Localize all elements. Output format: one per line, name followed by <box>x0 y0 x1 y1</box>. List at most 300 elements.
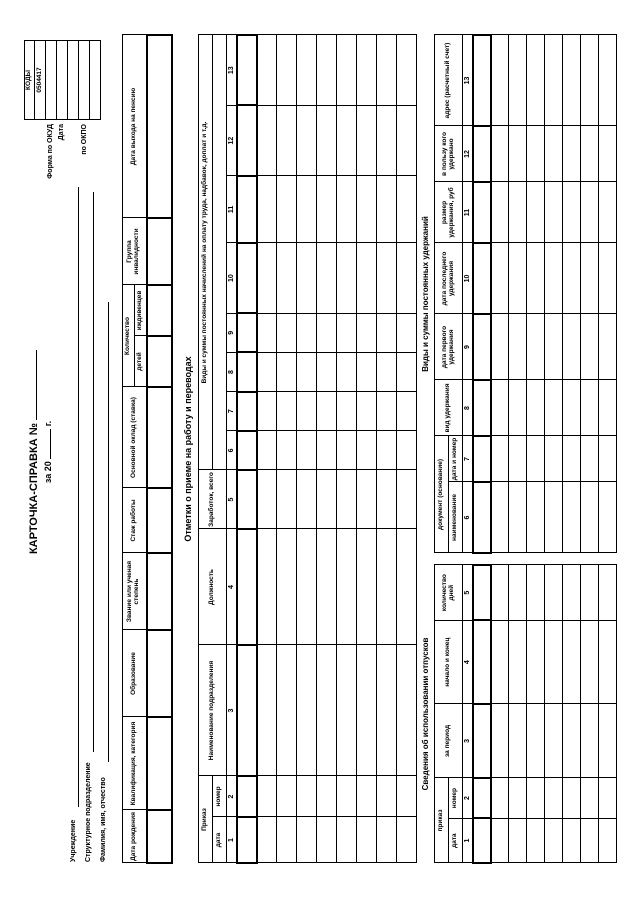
deductions-data-cell[interactable] <box>473 35 491 126</box>
code-cell-5[interactable] <box>79 41 90 120</box>
vacations-data-cell[interactable] <box>563 620 581 704</box>
transfers-data-cell[interactable] <box>277 352 297 391</box>
deductions-data-cell[interactable] <box>491 126 509 182</box>
transfers-data-cell[interactable] <box>237 817 257 863</box>
transfers-data-cell[interactable] <box>257 176 277 243</box>
vacations-data-cell[interactable] <box>473 565 491 620</box>
deductions-data-cell[interactable] <box>563 380 581 436</box>
deductions-data-cell[interactable] <box>581 380 599 436</box>
transfers-data-cell[interactable] <box>357 817 377 863</box>
deductions-data-cell[interactable] <box>527 182 545 243</box>
institution-line[interactable] <box>78 187 79 807</box>
deductions-data-cell[interactable] <box>509 314 527 380</box>
year-blank[interactable] <box>50 429 51 459</box>
transfers-data-cell[interactable] <box>317 470 337 529</box>
transfers-data-cell[interactable] <box>377 352 397 391</box>
transfers-data-cell[interactable] <box>377 431 397 470</box>
vacations-data-cell[interactable] <box>599 704 617 778</box>
deductions-data-cell[interactable] <box>545 35 563 126</box>
vacations-data-cell[interactable] <box>491 778 509 818</box>
transfers-data-cell[interactable] <box>257 243 277 313</box>
header-children: детей <box>135 336 147 387</box>
deductions-data-cell[interactable] <box>473 243 491 314</box>
deductions-data-cell[interactable] <box>563 35 581 126</box>
cell-experience[interactable] <box>147 488 172 553</box>
transfers-data-cell[interactable] <box>297 243 317 313</box>
deductions-header-type: вид удержания <box>435 380 463 436</box>
deductions-data-cell[interactable] <box>545 314 563 380</box>
transfers-data-cell[interactable] <box>357 105 377 175</box>
vacations-data-cell[interactable] <box>545 704 563 778</box>
vacations-data-cell[interactable] <box>473 778 491 818</box>
transfers-data-cell[interactable] <box>377 817 397 863</box>
transfers-data-cell[interactable] <box>257 352 277 391</box>
transfers-data-cell[interactable] <box>357 243 377 313</box>
transfers-data-cell[interactable] <box>317 352 337 391</box>
deductions-data-cell[interactable] <box>581 482 599 553</box>
deductions-data-cell[interactable] <box>527 314 545 380</box>
header-birth-date: Дата рождения <box>123 810 147 863</box>
deductions-data-cell[interactable] <box>563 314 581 380</box>
vacations-data-cell[interactable] <box>599 818 617 863</box>
transfers-data-cell[interactable] <box>357 431 377 470</box>
vacations-data-row <box>527 565 545 863</box>
transfers-data-cell[interactable] <box>297 105 317 175</box>
transfers-header-position: Должность <box>199 529 227 645</box>
transfers-data-cell[interactable] <box>237 313 257 352</box>
deductions-data-cell[interactable] <box>473 182 491 243</box>
cell-base-salary[interactable] <box>147 387 172 488</box>
deductions-data-cell[interactable] <box>509 380 527 436</box>
transfers-data-cell[interactable] <box>257 529 277 645</box>
column-number: 13 <box>463 35 473 126</box>
deductions-data-cell[interactable] <box>599 126 617 182</box>
transfers-data-cell[interactable] <box>317 645 337 776</box>
transfers-data-row <box>357 35 377 863</box>
transfers-data-cell[interactable] <box>317 313 337 352</box>
vacations-data-cell[interactable] <box>545 620 563 704</box>
transfers-data-row <box>317 35 337 863</box>
transfers-data-cell[interactable] <box>237 776 257 817</box>
transfers-data-cell[interactable] <box>257 392 277 431</box>
transfers-data-cell[interactable] <box>337 470 357 529</box>
transfers-data-cell[interactable] <box>397 243 417 313</box>
deductions-data-cell[interactable] <box>599 436 617 482</box>
deductions-data-cell[interactable] <box>473 482 491 553</box>
transfers-data-row <box>277 35 297 863</box>
transfers-data-cell[interactable] <box>297 176 317 243</box>
transfers-data-cell[interactable] <box>297 431 317 470</box>
vacations-data-cell[interactable] <box>545 818 563 863</box>
transfers-data-cell[interactable] <box>357 176 377 243</box>
deductions-data-cell[interactable] <box>491 380 509 436</box>
transfers-data-cell[interactable] <box>317 431 337 470</box>
transfers-table <box>198 34 417 864</box>
column-number: 13 <box>227 35 237 105</box>
transfers-data-cell[interactable] <box>377 645 397 776</box>
transfers-data-cell[interactable] <box>337 645 357 776</box>
deductions-data-cell[interactable] <box>599 482 617 553</box>
column-number: 1 <box>463 818 473 863</box>
transfers-data-cell[interactable] <box>377 243 397 313</box>
transfers-data-cell[interactable] <box>237 352 257 391</box>
transfers-data-cell[interactable] <box>357 392 377 431</box>
transfers-data-cell[interactable] <box>317 776 337 817</box>
deductions-data-row <box>491 35 509 553</box>
column-number: 8 <box>227 352 237 391</box>
deductions-data-cell[interactable] <box>491 314 509 380</box>
transfers-data-cell[interactable] <box>397 176 417 243</box>
deductions-data-cell[interactable] <box>545 380 563 436</box>
deductions-data-cell[interactable] <box>563 482 581 553</box>
transfers-data-cell[interactable] <box>337 352 357 391</box>
department-label: Структурное подразделение <box>85 762 92 862</box>
transfers-data-cell[interactable] <box>257 431 277 470</box>
vacations-data-cell[interactable] <box>563 565 581 620</box>
transfers-data-cell[interactable] <box>317 529 337 645</box>
transfers-data-cell[interactable] <box>237 105 257 175</box>
transfers-data-cell[interactable] <box>277 243 297 313</box>
vacations-data-cell[interactable] <box>491 818 509 863</box>
cell-children[interactable] <box>147 336 172 387</box>
code-cell-3[interactable] <box>57 41 68 120</box>
transfers-data-cell[interactable] <box>277 35 297 105</box>
transfers-data-cell[interactable] <box>297 529 317 645</box>
transfers-data-cell[interactable] <box>297 352 317 391</box>
vacations-data-cell[interactable] <box>491 620 509 704</box>
vacations-data-row <box>563 565 581 863</box>
vacations-data-cell[interactable] <box>581 704 599 778</box>
cell-dependents[interactable] <box>147 285 172 336</box>
deductions-data-cell[interactable] <box>527 35 545 126</box>
vacations-data-cell[interactable] <box>509 818 527 863</box>
column-number: 9 <box>227 313 237 352</box>
transfers-data-cell[interactable] <box>397 352 417 391</box>
transfers-data-cell[interactable] <box>297 35 317 105</box>
deductions-data-cell[interactable] <box>509 126 527 182</box>
transfers-data-cell[interactable] <box>377 470 397 529</box>
transfers-data-cell[interactable] <box>257 105 277 175</box>
transfers-data-cell[interactable] <box>237 529 257 645</box>
transfers-data-cell[interactable] <box>397 817 417 863</box>
transfers-data-cell[interactable] <box>357 470 377 529</box>
cell-pension-date[interactable] <box>147 35 172 218</box>
deductions-data-cell[interactable] <box>599 243 617 314</box>
rotated-form-sheet <box>20 12 620 892</box>
transfers-data-cell[interactable] <box>377 176 397 243</box>
deductions-data-cell[interactable] <box>509 436 527 482</box>
deductions-data-cell[interactable] <box>527 380 545 436</box>
transfers-data-cell[interactable] <box>237 431 257 470</box>
vacations-data-row <box>491 565 509 863</box>
transfers-data-cell[interactable] <box>297 392 317 431</box>
transfers-data-cell[interactable] <box>277 392 297 431</box>
column-number: 12 <box>463 126 473 182</box>
transfers-data-cell[interactable] <box>277 176 297 243</box>
transfers-data-cell[interactable] <box>317 817 337 863</box>
deductions-data-cell[interactable] <box>581 314 599 380</box>
column-number: 7 <box>227 392 237 431</box>
transfers-data-cell[interactable] <box>257 817 277 863</box>
transfers-data-cell[interactable] <box>277 431 297 470</box>
deductions-data-cell[interactable] <box>581 436 599 482</box>
deductions-data-cell[interactable] <box>545 482 563 553</box>
vacations-data-cell[interactable] <box>527 704 545 778</box>
title-text: КАРТОЧКА-СПРАВКА № <box>28 423 40 555</box>
deductions-data-cell[interactable] <box>509 482 527 553</box>
header-experience: Стаж работы <box>123 488 147 553</box>
cell-disability[interactable] <box>147 218 172 285</box>
transfers-data-cell[interactable] <box>357 776 377 817</box>
transfers-data-cell[interactable] <box>337 776 357 817</box>
transfers-data-row <box>337 35 357 863</box>
vacations-data-cell[interactable] <box>509 620 527 704</box>
deductions-data-cell[interactable] <box>581 126 599 182</box>
header-disability: Группа инвалидности <box>123 218 147 285</box>
transfers-data-cell[interactable] <box>237 176 257 243</box>
transfers-data-cell[interactable] <box>397 35 417 105</box>
transfers-data-cell[interactable] <box>237 392 257 431</box>
transfers-data-cell[interactable] <box>237 35 257 105</box>
deductions-data-cell[interactable] <box>527 436 545 482</box>
transfers-data-cell[interactable] <box>357 35 377 105</box>
vacations-data-cell[interactable] <box>581 778 599 818</box>
transfers-data-cell[interactable] <box>357 352 377 391</box>
header-dependents: иждивенцев <box>135 285 147 336</box>
transfers-data-cell[interactable] <box>377 105 397 175</box>
code-cell-6[interactable] <box>90 41 101 120</box>
deductions-data-row <box>563 35 581 553</box>
deductions-data-cell[interactable] <box>563 436 581 482</box>
vacations-table <box>434 564 617 864</box>
deductions-title: Виды и суммы постоянных удержаний <box>421 216 430 372</box>
transfers-number-row <box>227 35 237 863</box>
deductions-data-cell[interactable] <box>527 243 545 314</box>
transfers-data-cell[interactable] <box>277 529 297 645</box>
transfers-data-cell[interactable] <box>257 35 277 105</box>
deductions-data-cell[interactable] <box>545 436 563 482</box>
cell-birth-date[interactable] <box>147 810 172 863</box>
transfers-data-cell[interactable] <box>377 529 397 645</box>
column-number: 6 <box>463 482 473 553</box>
transfers-data-cell[interactable] <box>377 392 397 431</box>
transfers-data-cell[interactable] <box>337 431 357 470</box>
vacations-data-cell[interactable] <box>527 620 545 704</box>
vacations-header-order: приказ <box>435 778 449 863</box>
deductions-header-address: адрес (расчетный счет) <box>435 35 463 126</box>
transfers-data-cell[interactable] <box>397 470 417 529</box>
deductions-data-cell[interactable] <box>491 182 509 243</box>
transfers-data-cell[interactable] <box>357 313 377 352</box>
transfers-data-cell[interactable] <box>277 105 297 175</box>
vacations-data-cell[interactable] <box>581 818 599 863</box>
vacations-data-cell[interactable] <box>491 565 509 620</box>
cell-degree[interactable] <box>147 553 172 630</box>
vacations-data-cell[interactable] <box>491 704 509 778</box>
deductions-data-cell[interactable] <box>599 314 617 380</box>
deductions-data-cell[interactable] <box>563 126 581 182</box>
transfers-data-cell[interactable] <box>317 35 337 105</box>
vacations-data-cell[interactable] <box>599 778 617 818</box>
date-code-cell[interactable] <box>46 41 57 120</box>
deductions-header-beneficiary: в пользу кого удержано <box>435 126 463 182</box>
transfers-data-cell[interactable] <box>297 817 317 863</box>
deductions-data-cell[interactable] <box>581 182 599 243</box>
transfers-data-cell[interactable] <box>377 313 397 352</box>
deductions-data-cell[interactable] <box>491 436 509 482</box>
transfers-data-cell[interactable] <box>257 313 277 352</box>
deductions-data-cell[interactable] <box>581 35 599 126</box>
transfers-data-row <box>257 35 277 863</box>
vacations-number-row <box>463 565 473 863</box>
transfers-data-cell[interactable] <box>397 529 417 645</box>
transfers-data-cell[interactable] <box>317 105 337 175</box>
cell-qualification[interactable] <box>147 717 172 810</box>
deductions-data-cell[interactable] <box>545 182 563 243</box>
deductions-header-document: документ (основание) <box>435 436 449 553</box>
transfers-data-cell[interactable] <box>277 776 297 817</box>
vacations-data-cell[interactable] <box>509 704 527 778</box>
transfers-data-cell[interactable] <box>397 105 417 175</box>
title-number-line[interactable] <box>36 350 37 420</box>
transfers-data-cell[interactable] <box>317 176 337 243</box>
transfers-data-cell[interactable] <box>357 529 377 645</box>
transfers-data-cell[interactable] <box>257 776 277 817</box>
deductions-data-cell[interactable] <box>527 482 545 553</box>
deductions-data-cell[interactable] <box>563 243 581 314</box>
transfers-data-cell[interactable] <box>337 529 357 645</box>
personal-data-table <box>122 34 173 864</box>
transfers-data-cell[interactable] <box>397 392 417 431</box>
header-education: Образование <box>123 630 147 717</box>
transfers-data-cell[interactable] <box>337 176 357 243</box>
transfers-data-cell[interactable] <box>337 817 357 863</box>
vacations-data-cell[interactable] <box>599 620 617 704</box>
deductions-data-cell[interactable] <box>491 243 509 314</box>
deductions-data-cell[interactable] <box>581 243 599 314</box>
transfers-data-cell[interactable] <box>277 817 297 863</box>
vacations-data-cell[interactable] <box>527 565 545 620</box>
transfers-data-cell[interactable] <box>237 243 257 313</box>
vacations-data-cell[interactable] <box>527 818 545 863</box>
vacations-data-cell[interactable] <box>473 704 491 778</box>
deductions-data-cell[interactable] <box>473 314 491 380</box>
vacations-title: Сведения об использовании отпусков <box>421 637 430 791</box>
vacations-data-cell[interactable] <box>473 818 491 863</box>
deductions-data-cell[interactable] <box>599 35 617 126</box>
vacations-data-cell[interactable] <box>545 778 563 818</box>
column-number: 6 <box>227 431 237 470</box>
transfers-data-row <box>377 35 397 863</box>
transfers-data-cell[interactable] <box>337 35 357 105</box>
department-line[interactable] <box>93 192 94 752</box>
date-label: Дата <box>58 124 65 141</box>
okud-code: 0504417 <box>35 41 46 120</box>
column-number: 2 <box>463 778 473 818</box>
deductions-data-cell[interactable] <box>527 126 545 182</box>
transfers-data-cell[interactable] <box>397 313 417 352</box>
transfers-data-cell[interactable] <box>237 470 257 529</box>
transfers-data-cell[interactable] <box>297 645 317 776</box>
deductions-data-cell[interactable] <box>473 436 491 482</box>
okud-label: Форма по ОКУД <box>47 124 54 179</box>
transfers-data-cell[interactable] <box>397 645 417 776</box>
transfers-data-cell[interactable] <box>257 645 277 776</box>
vacations-data-cell[interactable] <box>509 778 527 818</box>
fio-line[interactable] <box>108 302 109 762</box>
column-number: 10 <box>463 243 473 314</box>
transfers-data-cell[interactable] <box>297 313 317 352</box>
vacations-data-cell[interactable] <box>581 620 599 704</box>
vacations-data-cell[interactable] <box>563 704 581 778</box>
transfers-data-cell[interactable] <box>357 645 377 776</box>
transfers-data-cell[interactable] <box>397 776 417 817</box>
vacations-data-cell[interactable] <box>509 565 527 620</box>
deductions-data-cell[interactable] <box>491 482 509 553</box>
year-prefix: за 20 <box>43 461 53 484</box>
transfers-data-cell[interactable] <box>317 392 337 431</box>
deductions-header-amount: размер удержания, руб <box>435 182 463 243</box>
transfers-data-cell[interactable] <box>257 470 277 529</box>
transfers-header-number: номер <box>213 776 227 817</box>
deductions-data-cell[interactable] <box>563 182 581 243</box>
transfers-data-cell[interactable] <box>297 776 317 817</box>
deductions-data-cell[interactable] <box>509 182 527 243</box>
deductions-data-cell[interactable] <box>545 243 563 314</box>
vacations-data-cell[interactable] <box>563 818 581 863</box>
year-suffix: г. <box>43 420 53 427</box>
vacations-data-cell[interactable] <box>581 565 599 620</box>
transfers-data-cell[interactable] <box>277 470 297 529</box>
transfers-data-cell[interactable] <box>377 35 397 105</box>
cell-education[interactable] <box>147 630 172 717</box>
transfers-data-cell[interactable] <box>297 470 317 529</box>
okpo-code-cell[interactable] <box>68 41 79 120</box>
okpo-label: по ОКПО <box>81 124 88 155</box>
transfers-data-cell[interactable] <box>337 105 357 175</box>
transfers-data-cell[interactable] <box>277 645 297 776</box>
deductions-data-cell[interactable] <box>473 126 491 182</box>
deductions-data-row <box>527 35 545 553</box>
transfers-data-cell[interactable] <box>337 392 357 431</box>
vacations-data-cell[interactable] <box>527 778 545 818</box>
transfers-header-accruals: Виды и суммы постоянных начислений на оплату труда, надбавок, доплат и т.д. <box>199 35 213 470</box>
transfers-data-cell[interactable] <box>377 776 397 817</box>
deductions-data-cell[interactable] <box>545 126 563 182</box>
vacations-data-cell[interactable] <box>473 620 491 704</box>
transfers-data-cell[interactable] <box>277 313 297 352</box>
deductions-data-row <box>473 35 491 553</box>
deductions-data-cell[interactable] <box>599 380 617 436</box>
vacations-data-cell[interactable] <box>599 565 617 620</box>
deductions-data-cell[interactable] <box>599 182 617 243</box>
deductions-data-cell[interactable] <box>473 380 491 436</box>
deductions-data-cell[interactable] <box>509 35 527 126</box>
institution-label: Учреждение <box>70 819 77 862</box>
vacations-data-cell[interactable] <box>545 565 563 620</box>
transfers-data-cell[interactable] <box>317 243 337 313</box>
header-degree: Звание или ученая степень <box>123 553 147 630</box>
transfers-data-cell[interactable] <box>337 243 357 313</box>
vacations-data-cell[interactable] <box>563 778 581 818</box>
transfers-data-cell[interactable] <box>237 645 257 776</box>
transfers-data-cell[interactable] <box>397 431 417 470</box>
header-pension-date: Дата выхода на пенсию <box>123 35 147 218</box>
transfers-data-cell[interactable] <box>337 313 357 352</box>
deductions-data-cell[interactable] <box>491 35 509 126</box>
deductions-data-cell[interactable] <box>509 243 527 314</box>
column-number: 7 <box>463 436 473 482</box>
